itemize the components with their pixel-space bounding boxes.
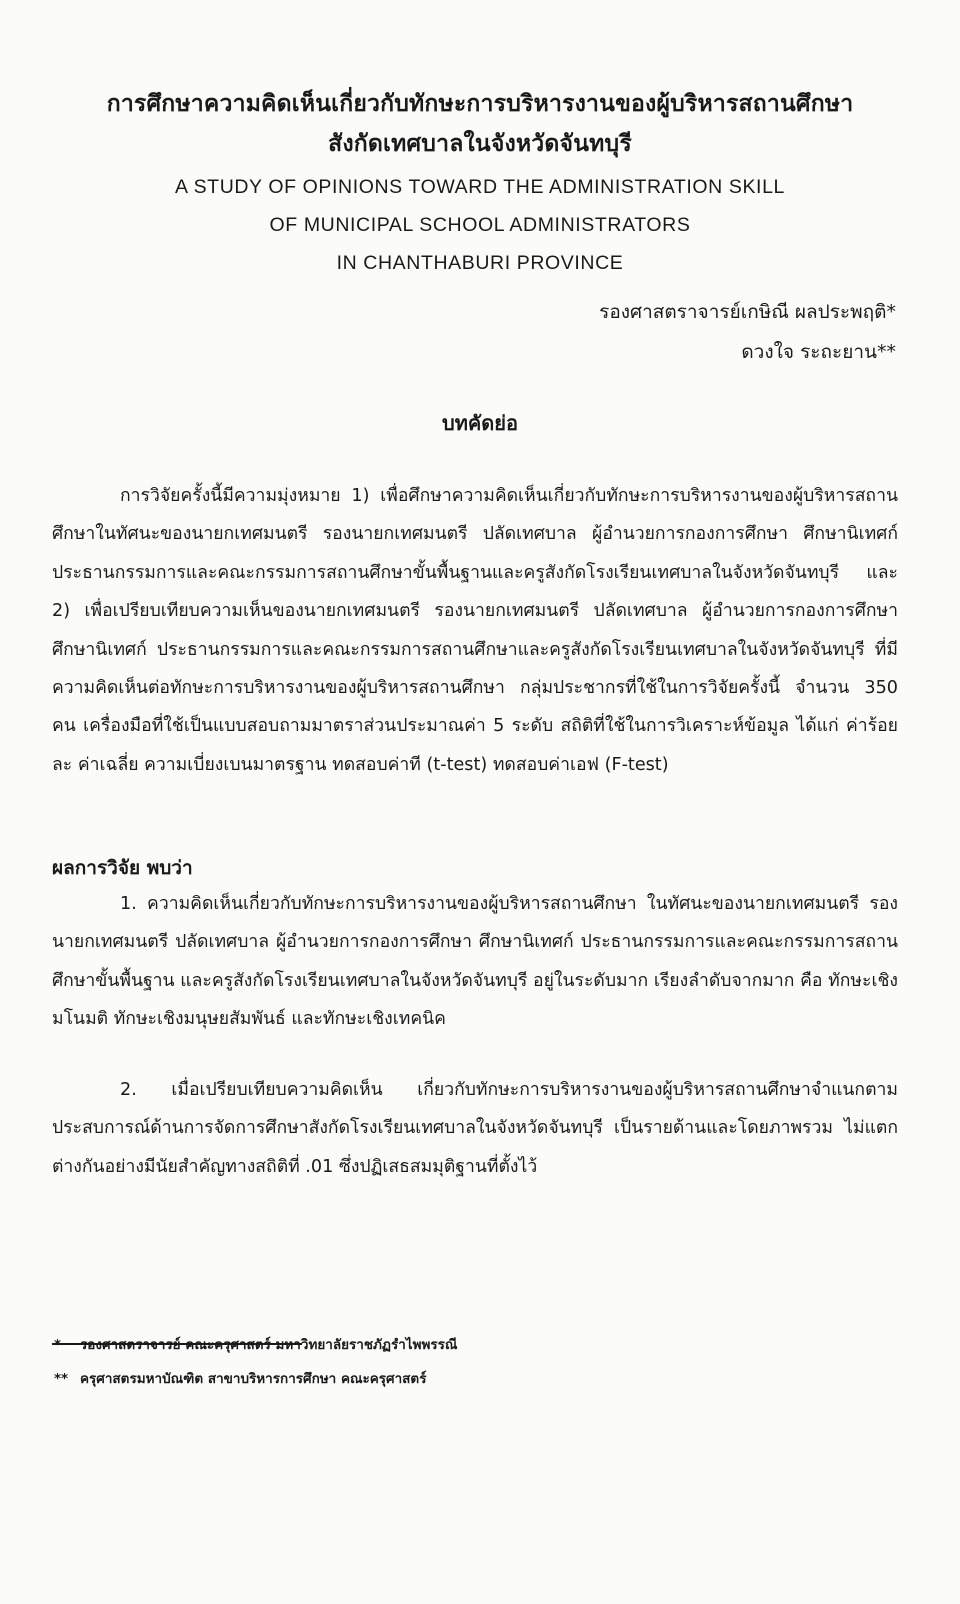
author-1: รองศาสตราจารย์เกษิณี ผลประพฤติ* bbox=[599, 301, 896, 323]
results-heading: ผลการวิจัย พบว่า bbox=[52, 857, 193, 879]
footnote-text: ครุศาสตรมหาบัณฑิต สาขาบริหารการศึกษา คณะครุศาสตร์ bbox=[80, 1371, 427, 1387]
result-item-1: 1. ความคิดเห็นเกี่ยวกับทักษะการบริหารงานของผู้บริหารสถานศึกษา ในทัศนะของนายกเทศมนตรี รองนายกเทศมนตรี ปลัดเทศบาล ผู้อำนวยการกองการศึกษา ศึกษานิเทศก์ ประธานกรรมการและคณะกรรมการสถานศึกษาขั้นพื้นฐาน และครูสังกัดโรงเรียนเทศบาลในจังหวัดจันทบุรี อยู่ในระดับมาก เรียงลำดับจากมาก คือ ทักษะเชิงมโนมติ ทักษะเชิงมนุษยสัมพันธ์ และทักษะเชิงเทคนิค bbox=[52, 894, 898, 1030]
footnote-1 bbox=[54, 1333, 457, 1355]
footnote-text: รองศาสตราจารย์ คณะครุศาสตร์ มหาวิทยาลัยราชภัฏรำไพพรรณี bbox=[80, 1337, 458, 1353]
title-thai-line-1: การศึกษาความคิดเห็นเกี่ยวกับทักษะการบริหารงานของผู้บริหารสถานศึกษา bbox=[106, 91, 854, 117]
title-english-line-2: OF MUNICIPAL SCHOOL ADMINISTRATORS bbox=[269, 214, 691, 236]
footnote-mark: ** bbox=[54, 1371, 69, 1387]
title-english-line-3: IN CHANTHABURI PROVINCE bbox=[336, 252, 624, 274]
result-item-2: 2. เมื่อเปรียบเทียบความคิดเห็น เกี่ยวกับทักษะการบริหารงานของผู้บริหารสถานศึกษาจำแนกตามประสบการณ์ด้านการจัดการศึกษาสังกัดโรงเรียนเทศบาลในจังหวัดจันทบุรี เป็นรายด้านและโดยภาพรวม ไม่แตกต่างกันอย่างมีนัยสำคัญทางสถิติที่ .01 ซึ่งปฏิเสธสมมุติฐานที่ตั้งไว้ bbox=[52, 1080, 898, 1177]
footnote-2 bbox=[54, 1367, 426, 1389]
abstract-paragraph: การวิจัยครั้งนี้มีความมุ่งหมาย 1) เพื่อศึกษาความคิดเห็นเกี่ยวกับทักษะการบริหารงานของผู้บริหารสถานศึกษาในทัศนะของนายกเทศมนตรี รองนายกเทศมนตรี ปลัดเทศบาล ผู้อำนวยการกองการศึกษา ศึกษานิเทศก์ ประธานกรรมการและคณะกรรมการสถานศึกษาขั้นพื้นฐานและครูสังกัดโรงเรียนเทศบาลในจังหวัดจันทบุรี และ 2) เพื่อเปรียบเทียบความเห็นของนายกเทศมนตรี รองนายกเทศมนตรี ปลัดเทศบาล ผู้อำนวยการกองการศึกษา ศึกษานิเทศก์ ประธานกรรมการและคณะกรรมการสถานศึกษาและครูสังกัดโรงเรียนเทศบาลในจังหวัดจันทบุรี ที่มีความคิดเห็นต่อทักษะการบริหารงานของผู้บริหารสถานศึกษา กลุ่มประชากรที่ใช้ในการวิจัยครั้งนี้ จำนวน 350 คน เครื่องมือที่ใช้เป็นแบบสอบถามมาตราส่วนประมาณค่า 5 ระดับ สถิติที่ใช้ในการวิเคราะห์ข้อมูล ได้แก่ ค่าร้อยละ ค่าเฉลี่ย ความเบี่ยงเบนมาตรฐาน ทดสอบค่าที (t-test) ทดสอบค่าเอฟ (F-test) bbox=[52, 486, 898, 775]
author-2: ดวงใจ ระถะยาน** bbox=[741, 341, 896, 363]
abstract-heading: บทคัดย่อ bbox=[442, 411, 518, 435]
title-thai-line-2: สังกัดเทศบาลในจังหวัดจันทบุรี bbox=[328, 131, 632, 157]
footnote-mark: * bbox=[54, 1337, 62, 1353]
title-english-line-1: A STUDY OF OPINIONS TOWARD THE ADMINISTRATION SKILL bbox=[175, 176, 785, 198]
